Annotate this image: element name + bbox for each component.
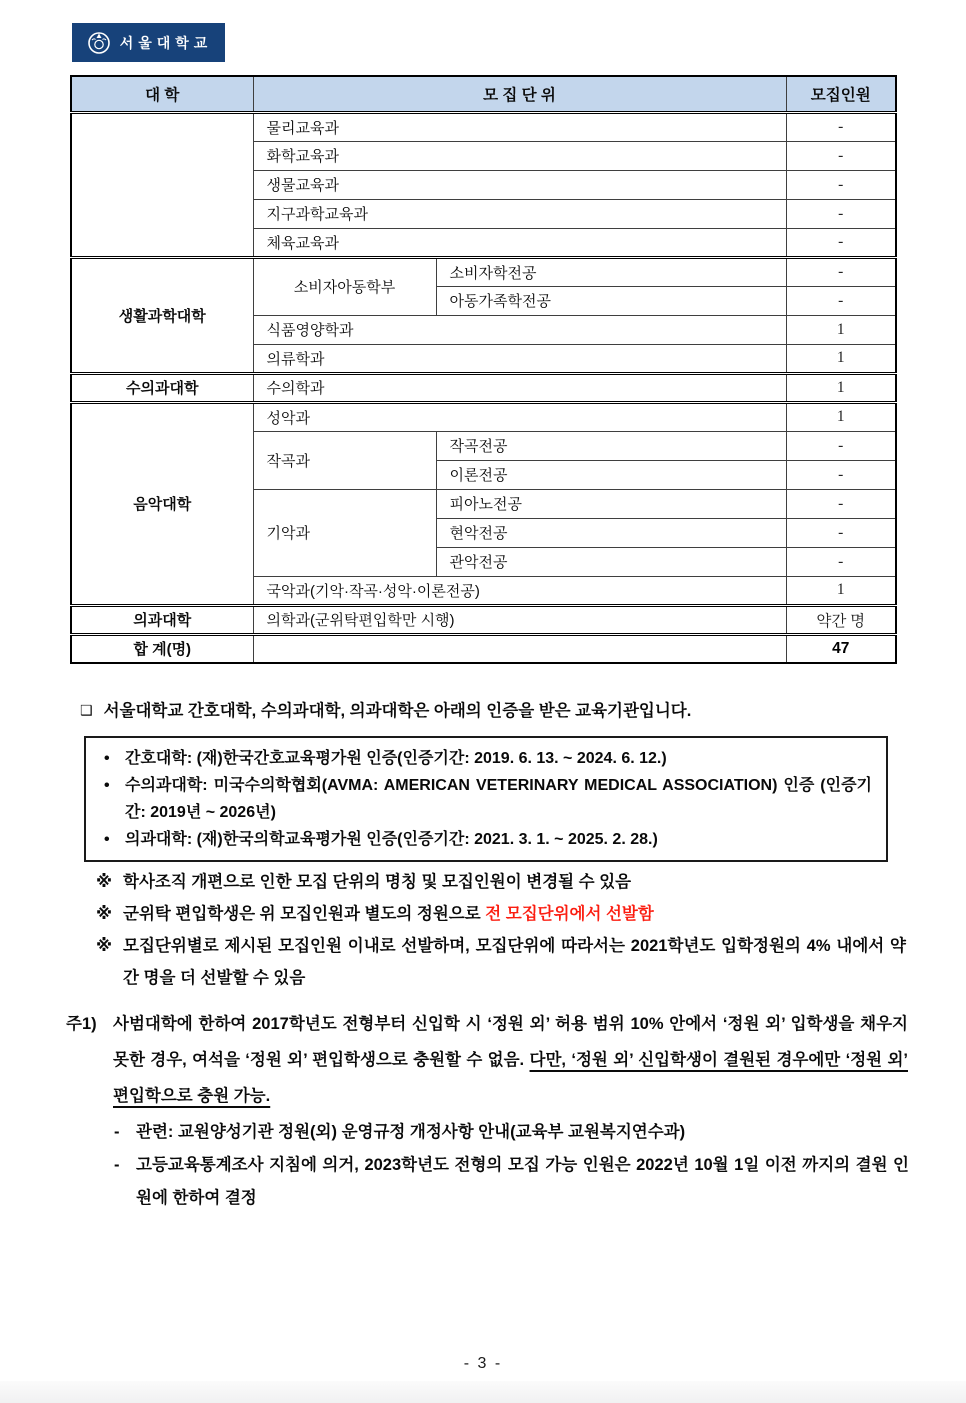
note-text-normal: 모집단위별로 제시된 모집인원 이내로 선발하며, 모집단위에 따라서는 2021학년도 입학정원의 4% 내에서 약간 명을 더 선발할 수 있음 <box>123 937 906 987</box>
quota-cell: - <box>786 286 896 315</box>
bullet-icon: • <box>104 750 110 767</box>
certification-item-text: 의과대학: (재)한국의학교육평가원 인증(인증기간: 2021. 3. 1. ~ 2025. 2. 28.) <box>125 831 658 848</box>
unit-cell: 식품영양학과 <box>253 315 786 344</box>
logo-text: 서울대학교 <box>119 34 213 51</box>
total-label-cell: 합 계(명) <box>71 634 253 663</box>
certification-item <box>98 745 872 772</box>
footnote-sub-text: 관련: 교원양성기관 정원(외) 운영규정 개정사항 안내(교육부 교원복지연수과) <box>136 1123 686 1141</box>
page-number: - 3 - <box>463 1355 503 1372</box>
college-cell: 음악대학 <box>71 402 253 605</box>
header-quota: 모집인원 <box>786 76 896 112</box>
college-cell: 생활과학대학 <box>71 257 253 373</box>
footnote-body-normal: 사범대학에 한하여 2017학년도 전형부터 신입학 시 ‘정원 외’ 허용 범위 10% 안에서 ‘정원 외’ 입학생을 채우지 못한 경우, 여석을 ‘정원 외’ 편입학생으로 충원할 수 없음. <box>113 1015 908 1069</box>
total-quota-cell: 47 <box>786 634 896 663</box>
quota-cell: 1 <box>786 315 896 344</box>
table-row <box>71 112 896 141</box>
unit-cell: 작곡과 <box>253 431 436 489</box>
submajor-cell: 이론전공 <box>436 460 786 489</box>
submajor-cell: 작곡전공 <box>436 431 786 460</box>
reference-mark-icon: ※ <box>96 873 113 891</box>
unit-cell: 체육교육과 <box>253 228 786 257</box>
page-bottom-edge <box>0 1381 966 1403</box>
quota-cell: - <box>786 170 896 199</box>
note-text-highlight: 전 모집단위에서 선발함 <box>485 905 654 923</box>
quota-cell: 1 <box>786 344 896 373</box>
unit-cell: 수의학과 <box>253 373 786 402</box>
note-item <box>96 898 906 930</box>
unit-cell: 물리교육과 <box>253 112 786 141</box>
college-cell: 수의과대학 <box>71 373 253 402</box>
submajor-cell: 아동가족학전공 <box>436 286 786 315</box>
submajor-cell: 피아노전공 <box>436 489 786 518</box>
quota-cell: - <box>786 257 896 286</box>
submajor-cell: 소비자학전공 <box>436 257 786 286</box>
header-unit: 모 집 단 위 <box>253 76 786 112</box>
footnote-main <box>66 1006 908 1114</box>
total-row <box>71 634 896 663</box>
note-text <box>123 866 906 898</box>
footnote-body-underlined: 다만, ‘정원 외’ 신입학생이 결원된 경우에만 ‘정원 외’ 편입학으로 충원 가능. <box>113 1051 908 1105</box>
footnote-sub-text: 고등교육통계조사 지침에 의거, 2023학년도 전형의 모집 가능 인원은 2022년 10월 1일 이전 까지의 결원 인원에 한하여 결정 <box>136 1156 909 1207</box>
footnote-section <box>66 1006 908 1215</box>
quota-cell: 1 <box>786 402 896 431</box>
unit-cell: 의류학과 <box>253 344 786 373</box>
quota-cell: - <box>786 228 896 257</box>
unit-cell: 성악과 <box>253 402 786 431</box>
table-row <box>71 257 896 286</box>
header-college: 대 학 <box>71 76 253 112</box>
certification-intro <box>80 697 900 721</box>
reference-mark-icon: ※ <box>96 937 113 955</box>
quota-cell: 약간 명 <box>786 605 896 634</box>
notes-section <box>96 866 906 994</box>
table-row <box>71 605 896 634</box>
certification-item-text: 수의과대학: 미국수의학협회(AVMA: AMERICAN VETERINARY MEDICAL ASSOCIATION) 인증 (인증기간: 2019년 ~ 2026년) <box>125 777 872 821</box>
unit-cell: 기악과 <box>253 489 436 576</box>
quota-cell: 1 <box>786 373 896 402</box>
note-text-normal: 학사조직 개편으로 인한 모집 단위의 명칭 및 모집인원이 변경될 수 있음 <box>123 873 632 891</box>
note-text <box>123 930 906 994</box>
note-text-normal: 군위탁 편입학생은 위 모집인원과 별도의 정원으로 <box>123 905 486 923</box>
snu-emblem-icon <box>87 31 111 55</box>
table-header-row <box>71 76 896 112</box>
unit-cell: 생물교육과 <box>253 170 786 199</box>
quota-cell: - <box>786 460 896 489</box>
dash-icon: - <box>114 1123 120 1141</box>
dash-icon: - <box>114 1156 120 1174</box>
table-row <box>71 373 896 402</box>
certification-item-text: 간호대학: (재)한국간호교육평가원 인증(인증기간: 2019. 6. 13. ~ 2024. 6. 12.) <box>125 750 667 767</box>
bullet-icon: • <box>104 777 110 794</box>
table-row <box>71 402 896 431</box>
quota-cell: - <box>786 199 896 228</box>
footnote-sub-item <box>114 1116 909 1149</box>
note-item <box>96 866 906 898</box>
college-cell <box>71 112 253 257</box>
admissions-table <box>70 75 897 664</box>
submajor-cell: 관악전공 <box>436 547 786 576</box>
footnote-label: 주1) <box>66 1015 97 1033</box>
bullet-icon: • <box>104 831 110 848</box>
certification-box <box>84 736 888 862</box>
certification-intro-text: 서울대학교 간호대학, 수의과대학, 의과대학은 아래의 인증을 받은 교육기관입니다. <box>103 702 692 720</box>
square-bullet-icon: ❑ <box>80 702 93 718</box>
unit-cell <box>253 634 786 663</box>
quota-cell: 1 <box>786 576 896 605</box>
certification-item <box>98 772 872 826</box>
unit-cell: 소비자아동학부 <box>253 257 436 315</box>
unit-cell: 의학과(군위탁편입학만 시행) <box>253 605 786 634</box>
quota-cell: - <box>786 489 896 518</box>
unit-cell: 국악과(기악·작곡·성악·이론전공) <box>253 576 786 605</box>
quota-cell: - <box>786 518 896 547</box>
footnote-sub-item <box>114 1149 909 1215</box>
unit-cell: 지구과학교육과 <box>253 199 786 228</box>
quota-cell: - <box>786 547 896 576</box>
footnote-sub-items <box>114 1116 909 1215</box>
quota-cell: - <box>786 431 896 460</box>
note-text <box>123 898 906 930</box>
certification-item <box>98 826 872 853</box>
unit-cell: 화학교육과 <box>253 141 786 170</box>
quota-cell: - <box>786 141 896 170</box>
quota-cell: - <box>786 112 896 141</box>
snu-logo <box>72 23 225 62</box>
footnote-body <box>113 1006 908 1114</box>
college-cell: 의과대학 <box>71 605 253 634</box>
submajor-cell: 현악전공 <box>436 518 786 547</box>
reference-mark-icon: ※ <box>96 905 113 923</box>
note-item <box>96 930 906 994</box>
